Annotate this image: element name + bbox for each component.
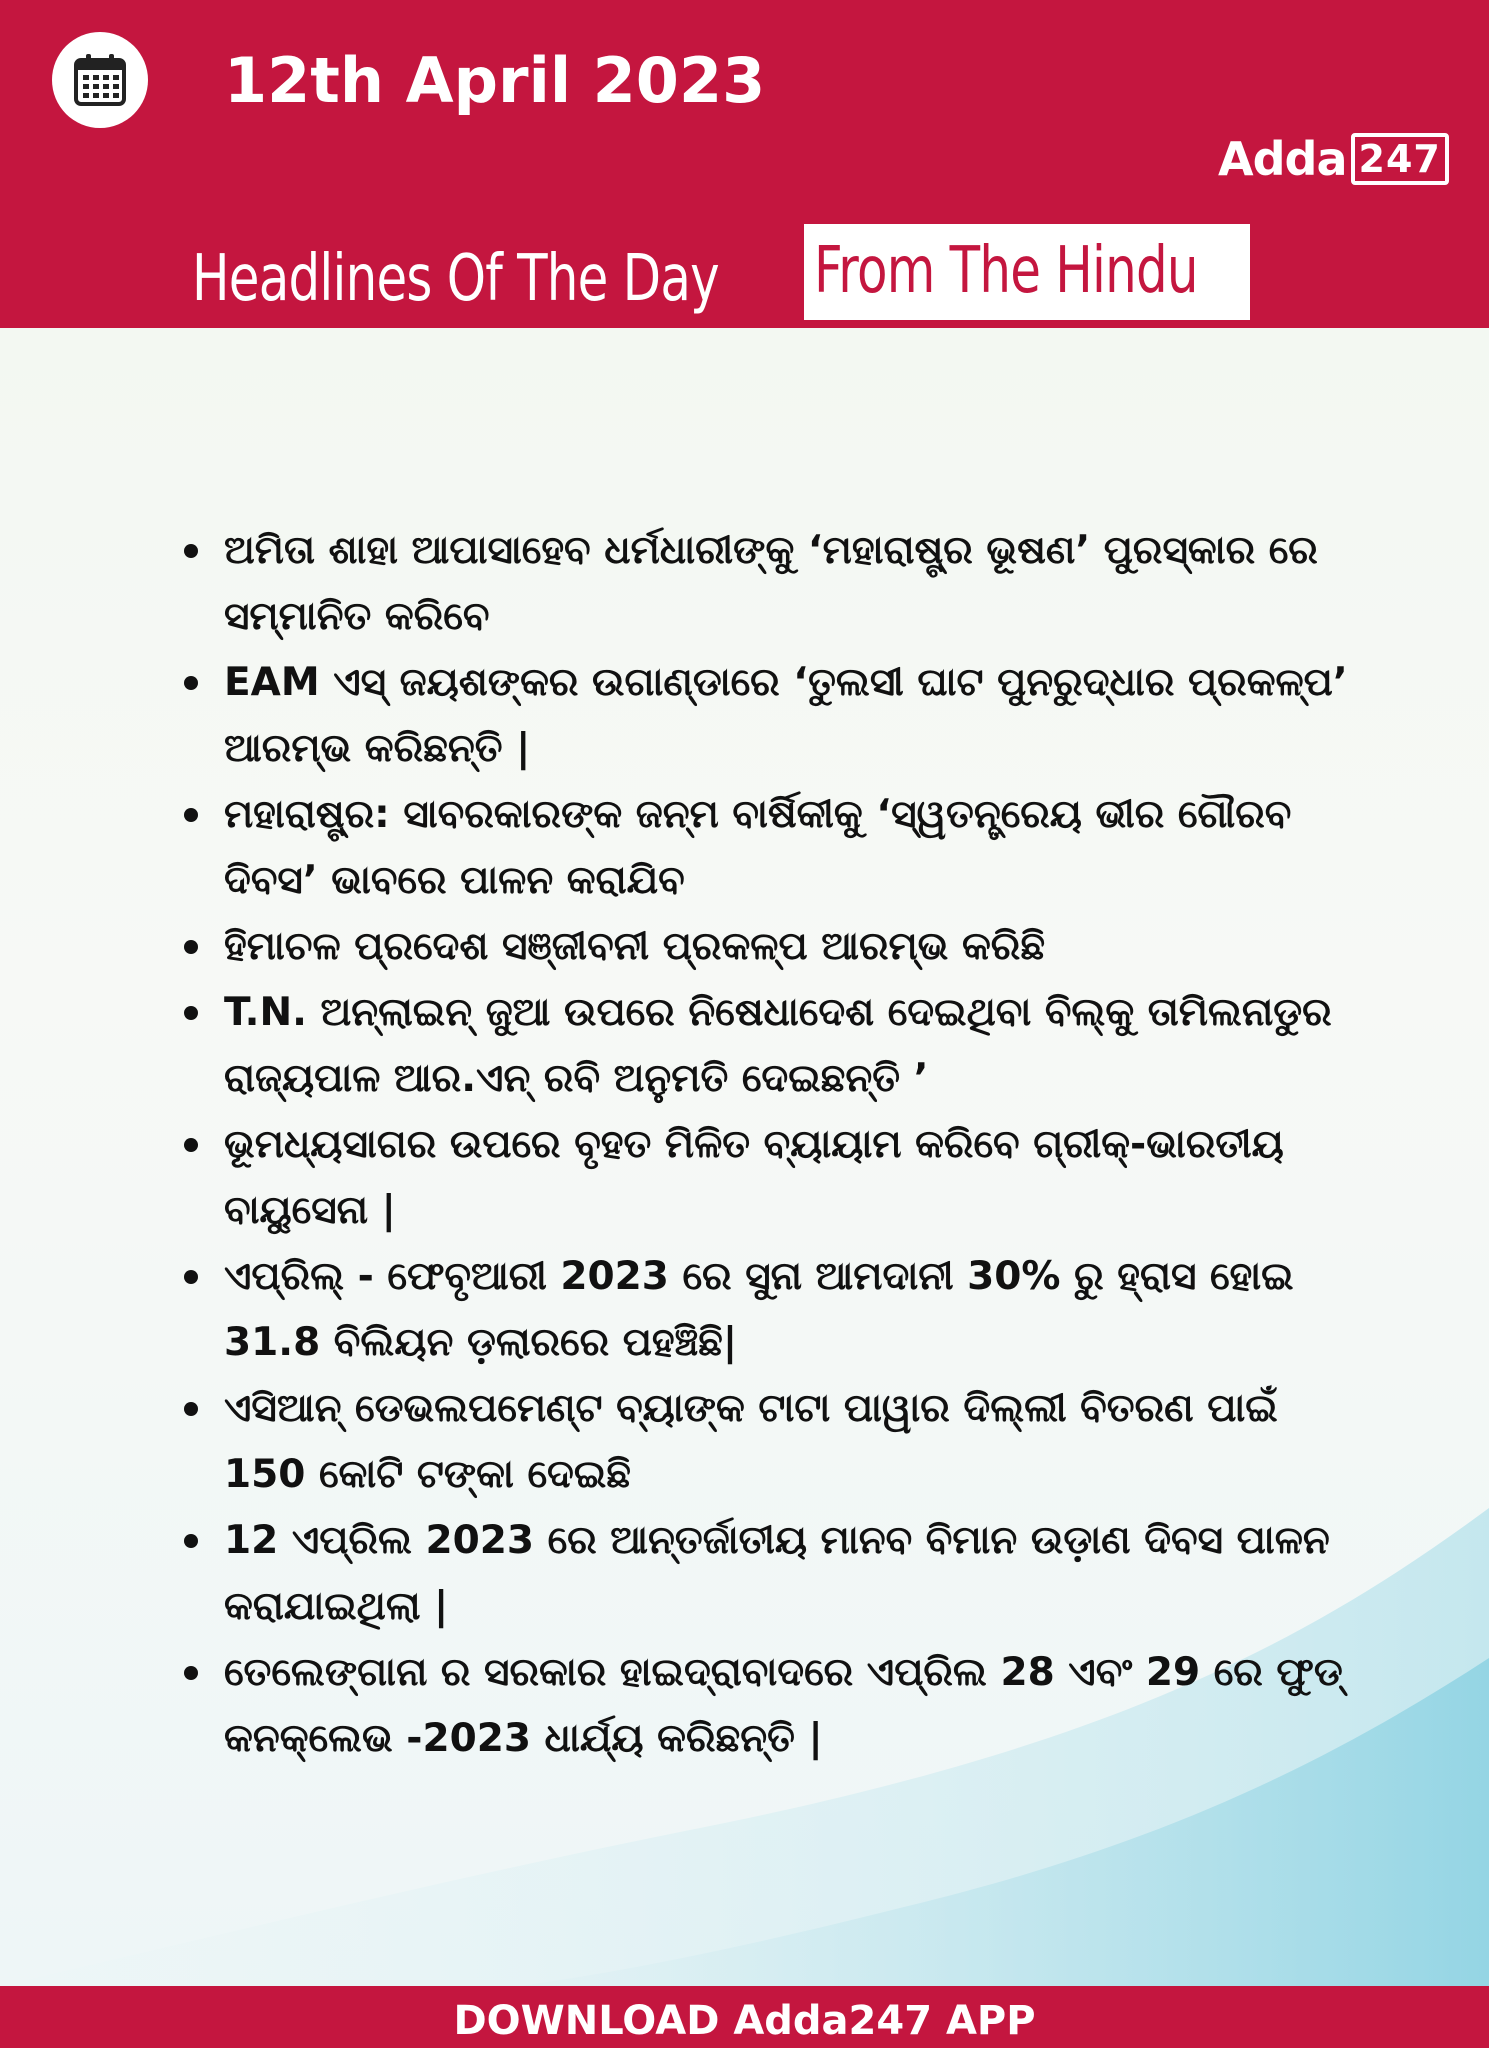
bullet-icon	[184, 808, 198, 822]
list-item	[180, 518, 1360, 650]
list-item	[180, 914, 1360, 980]
bullet-icon	[184, 544, 198, 558]
bullet-icon	[184, 1270, 198, 1284]
bullet-icon	[184, 676, 198, 690]
bullet-icon	[184, 1402, 198, 1416]
download-app-link[interactable]: DOWNLOAD Adda247 APP	[453, 1998, 1036, 2044]
bullet-icon	[184, 1534, 198, 1548]
list-item	[180, 782, 1360, 914]
list-item	[180, 1112, 1360, 1244]
bullet-icon	[184, 1138, 198, 1152]
list-item	[180, 980, 1360, 1112]
headline-text: ଏପ୍ରିଲ୍ - ଫେବୃଆରୀ 2023 ରେ ସୁନା ଆମଦାନୀ 30% ରୁ ହ୍ରାସ ହୋଇ 31.8 ବିଲିୟନ ଡ଼ଲାରରେ ପହଞ୍ଚିଛି|	[224, 1254, 1294, 1365]
list-item	[180, 1508, 1360, 1640]
calendar-badge	[52, 32, 148, 128]
list-item	[180, 650, 1360, 782]
date-title: 12th April 2023	[224, 44, 766, 117]
logo-text: Adda	[1218, 132, 1347, 186]
source-label-box	[804, 224, 1250, 320]
headlines-panel	[0, 328, 1489, 1986]
list-item	[180, 1376, 1360, 1508]
headline-text: ଏସିଆନ୍ ଡେଭଲପମେଣ୍ଟ ବ୍ୟାଙ୍କ ଟାଟା ପାୱାର ଦିଲ୍ଲୀ ବିତରଣ ପାଇଁ 150 କୋଟି ଟଙ୍କା ଦେଇଛି	[224, 1386, 1278, 1497]
bullet-icon	[184, 940, 198, 954]
headlines-heading: Headlines Of The Day	[192, 242, 719, 316]
headline-text: ଭୂମଧ୍ୟସାଗର ଉପରେ ବୃହତ ମିଳିତ ବ୍ୟାୟାମ କରିବେ ଗ୍ରୀକ୍-ଭାରତୀୟ ବାୟୁସେନା |	[224, 1122, 1284, 1233]
bullet-icon	[184, 1006, 198, 1020]
headline-text: EAM ଏସ୍ ଜୟଶଙ୍କର ଉଗାଣ୍ଡାରେ ‘ତୁଲସୀ ଘାଟ ପୁନରୁଦ୍ଧାର ପ୍ରକଳ୍ପ’ ଆରମ୍ଭ କରିଛନ୍ତି |	[224, 660, 1348, 771]
header-banner	[0, 0, 1489, 328]
headline-text: ହିମାଚଳ ପ୍ରଦେଶ ସଞ୍ଜୀବନୀ ପ୍ରକଳ୍ପ ଆରମ୍ଭ କରିଛି	[224, 924, 1046, 969]
list-item	[180, 1244, 1360, 1376]
headline-text: ମହାରାଷ୍ଟ୍ର: ସାବରକାରଙ୍କ ଜନ୍ମ ବାର୍ଷିକୀକୁ ‘ସ୍ୱତନ୍ତ୍ରେୟ ଭୀର ଗୌରବ ଦିବସ’ ଭାବରେ ପାଳନ କରାଯିବ	[224, 792, 1292, 903]
logo-number: 247	[1351, 133, 1449, 185]
adda247-logo	[1218, 126, 1468, 192]
headline-text: ଅମିତା ଶାହା ଆପାସାହେବ ଧର୍ମଧାରୀଙ୍କୁ ‘ମହାରାଷ୍ଟ୍ର ଭୂଷଣ’ ପୁରସ୍କାର ରେ ସମ୍ମାନିତ କରିବେ	[224, 528, 1318, 639]
headline-text: 12 ଏପ୍ରିଲ 2023 ରେ ଆନ୍ତର୍ଜାତୀୟ ମାନବ ବିମାନ ଉଡ଼ାଣ ଦିବସ ପାଳନ କରାଯାଇଥିଲା |	[224, 1518, 1330, 1629]
calendar-icon	[72, 52, 128, 108]
list-item	[180, 1640, 1360, 1772]
bullet-icon	[184, 1666, 198, 1680]
headline-text: T.N. ଅନ୍ଲାଇନ୍ ଜୁଆ ଉପରେ ନିଷେଧାଦେଶ ଦେଇଥିବା ବିଲ୍କୁ ତାମିଲନାଡୁର ରାଜ୍ୟପାଳ ଆର.ଏନ୍ ରବି ଅନୁମତି ଦେଇଛନ୍ତି ’	[224, 990, 1332, 1101]
headline-text: ତେଲେଙ୍ଗାନା ର ସରକାର ହାଇଦ୍ରାବାଦରେ ଏପ୍ରିଲ 28 ଏବଂ 29 ରେ ଫୁଡ୍ କନକ୍ଲେଭ -2023 ଧାର୍ଯ୍ୟ କରିଛନ୍ତି |	[224, 1650, 1343, 1761]
source-label: From The Hindu	[814, 234, 1198, 308]
download-banner[interactable]	[0, 1986, 1489, 2048]
headlines-list	[180, 518, 1360, 1772]
